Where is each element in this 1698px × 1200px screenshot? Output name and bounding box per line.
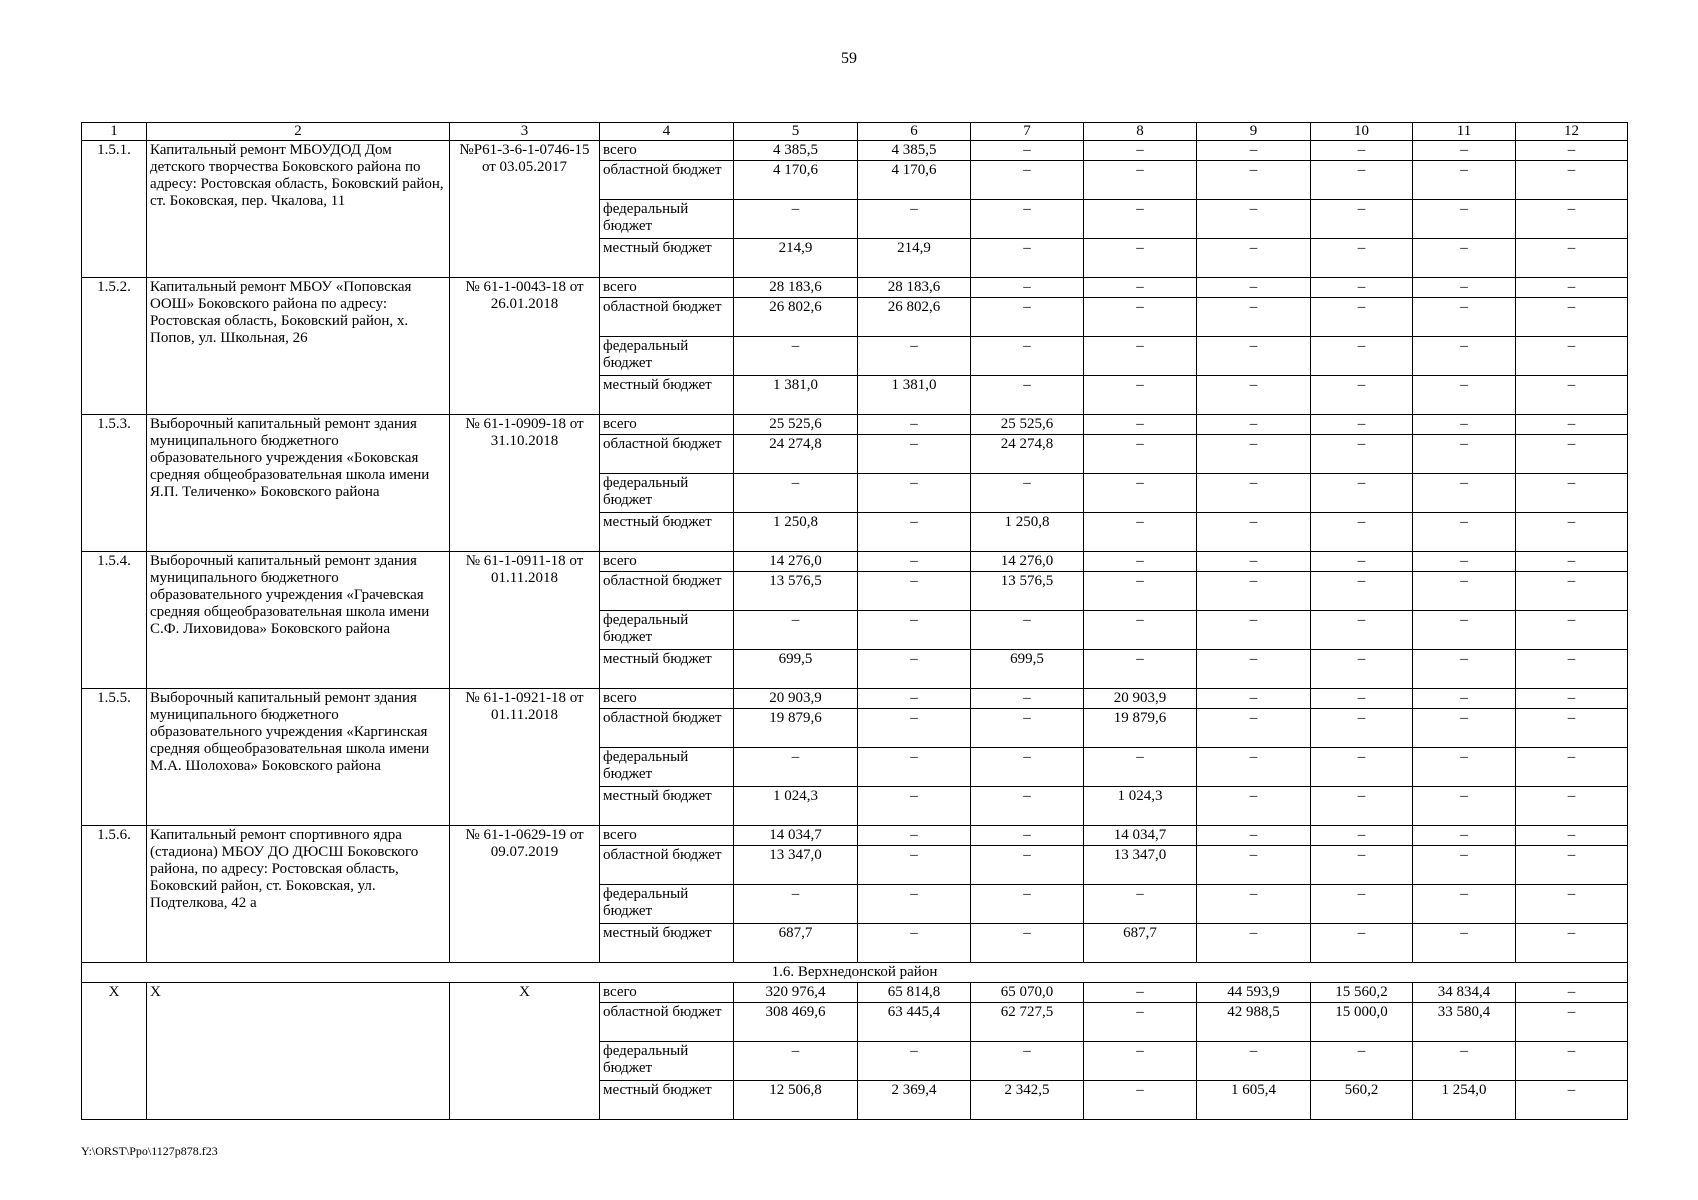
amount-cell: – (971, 885, 1084, 924)
amount-cell: – (1197, 826, 1311, 846)
amount-cell: – (1516, 1042, 1628, 1081)
item-number: 1.5.3. (82, 415, 147, 552)
amount-cell: – (1197, 161, 1311, 200)
column-header: 11 (1413, 123, 1516, 141)
item-name: Капитальный ремонт спортивного ядра (стадиона) МБОУ ДО ДЮСШ Боковского района, по адресу: Ростовская область, Боковский район, ст. Боковская, ул. Подтелкова, 42 а (147, 826, 450, 963)
amount-cell: 42 988,5 (1197, 1003, 1311, 1042)
amount-cell: – (971, 161, 1084, 200)
amount-cell: – (971, 298, 1084, 337)
amount-cell: – (1311, 161, 1413, 200)
amount-cell: – (1413, 239, 1516, 278)
amount-cell: 1 024,3 (1084, 787, 1197, 826)
funding-source: всего (600, 983, 734, 1003)
amount-cell: – (1084, 298, 1197, 337)
funding-source: федеральный бюджет (600, 748, 734, 787)
amount-cell: – (1413, 200, 1516, 239)
amount-cell: – (1084, 141, 1197, 161)
funding-source: областной бюджет (600, 1003, 734, 1042)
amount-cell: – (1516, 709, 1628, 748)
amount-cell: – (1311, 298, 1413, 337)
funding-source: областной бюджет (600, 709, 734, 748)
amount-cell: – (1516, 983, 1628, 1003)
amount-cell: – (1516, 200, 1628, 239)
column-header: 8 (1084, 123, 1197, 141)
table-row (82, 141, 1628, 161)
amount-cell: 214,9 (734, 239, 858, 278)
amount-cell: 1 381,0 (858, 376, 971, 415)
amount-cell: 4 170,6 (858, 161, 971, 200)
amount-cell: – (1516, 748, 1628, 787)
document-number: № 61-1-0043-18 от 26.01.2018 (450, 278, 600, 415)
amount-cell: 28 183,6 (858, 278, 971, 298)
amount-cell: – (1084, 983, 1197, 1003)
amount-cell: – (858, 1042, 971, 1081)
amount-cell: – (1516, 885, 1628, 924)
amount-cell: – (1413, 846, 1516, 885)
amount-cell: – (1413, 924, 1516, 963)
amount-cell: – (1413, 298, 1516, 337)
amount-cell: – (1516, 1003, 1628, 1042)
amount-cell: – (734, 748, 858, 787)
amount-cell: – (1311, 885, 1413, 924)
amount-cell: – (734, 885, 858, 924)
amount-cell: 25 525,6 (971, 415, 1084, 435)
amount-cell: – (1197, 376, 1311, 415)
amount-cell: 19 879,6 (1084, 709, 1197, 748)
amount-cell: – (1084, 474, 1197, 513)
funding-source: областной бюджет (600, 298, 734, 337)
amount-cell: 214,9 (858, 239, 971, 278)
funding-source: областной бюджет (600, 435, 734, 474)
amount-cell: – (1413, 611, 1516, 650)
amount-cell: – (1516, 474, 1628, 513)
amount-cell: – (1516, 572, 1628, 611)
budget-table (81, 122, 1628, 1120)
amount-cell: – (1197, 298, 1311, 337)
amount-cell: – (1084, 239, 1197, 278)
column-header: 9 (1197, 123, 1311, 141)
amount-cell: – (1197, 474, 1311, 513)
amount-cell: – (971, 376, 1084, 415)
amount-cell: – (858, 650, 971, 689)
amount-cell: – (1311, 513, 1413, 552)
amount-cell: 1 605,4 (1197, 1081, 1311, 1120)
funding-source: федеральный бюджет (600, 200, 734, 239)
column-header: 10 (1311, 123, 1413, 141)
amount-cell: – (858, 709, 971, 748)
amount-cell: – (1311, 1042, 1413, 1081)
amount-cell: – (1197, 787, 1311, 826)
amount-cell: – (858, 689, 971, 709)
amount-cell: – (1413, 337, 1516, 376)
amount-cell: 24 274,8 (734, 435, 858, 474)
amount-cell: – (1413, 435, 1516, 474)
amount-cell: – (1084, 1042, 1197, 1081)
table-row (82, 689, 1628, 709)
amount-cell: – (1413, 572, 1516, 611)
amount-cell: – (858, 846, 971, 885)
amount-cell: – (1516, 376, 1628, 415)
column-header: 4 (600, 123, 734, 141)
amount-cell: – (1197, 748, 1311, 787)
amount-cell: 26 802,6 (734, 298, 858, 337)
document-number: № 61-1-0629-19 от 09.07.2019 (450, 826, 600, 963)
amount-cell: – (1197, 435, 1311, 474)
amount-cell: 13 347,0 (734, 846, 858, 885)
amount-cell: – (1413, 278, 1516, 298)
amount-cell: – (734, 337, 858, 376)
funding-source: федеральный бюджет (600, 885, 734, 924)
amount-cell: – (1084, 1003, 1197, 1042)
amount-cell: 20 903,9 (734, 689, 858, 709)
amount-cell: – (858, 337, 971, 376)
amount-cell: 24 274,8 (971, 435, 1084, 474)
funding-source: федеральный бюджет (600, 474, 734, 513)
amount-cell: – (1311, 337, 1413, 376)
amount-cell: – (1084, 611, 1197, 650)
amount-cell: 1 381,0 (734, 376, 858, 415)
amount-cell: 4 170,6 (734, 161, 858, 200)
amount-cell: – (971, 239, 1084, 278)
amount-cell: – (971, 924, 1084, 963)
amount-cell: 1 250,8 (734, 513, 858, 552)
amount-cell: – (1197, 689, 1311, 709)
column-header: 6 (858, 123, 971, 141)
amount-cell: – (734, 611, 858, 650)
amount-cell: – (1311, 846, 1413, 885)
item-number: 1.5.1. (82, 141, 147, 278)
table-row (82, 552, 1628, 572)
page-number: 59 (841, 50, 857, 67)
amount-cell: – (1084, 552, 1197, 572)
amount-cell: – (971, 278, 1084, 298)
amount-cell: – (858, 474, 971, 513)
amount-cell: – (1197, 239, 1311, 278)
amount-cell: – (858, 787, 971, 826)
document-number: X (450, 983, 600, 1120)
amount-cell: – (1197, 278, 1311, 298)
document-number: № 61-1-0909-18 от 31.10.2018 (450, 415, 600, 552)
amount-cell: – (1516, 650, 1628, 689)
amount-cell: – (971, 1042, 1084, 1081)
item-name: Выборочный капитальный ремонт здания муниципального бюджетного образовательного учреждения «Боковская средняя общеобразовательная школа имени Я.П. Теличенко» Боковского района (147, 415, 450, 552)
amount-cell: – (971, 709, 1084, 748)
funding-source: федеральный бюджет (600, 337, 734, 376)
item-name: Выборочный капитальный ремонт здания муниципального бюджетного образовательного учреждения «Грачевская средняя общеобразовательная школа имени С.Ф. Лиховидова» Боковского района (147, 552, 450, 689)
amount-cell: – (858, 513, 971, 552)
amount-cell: 19 879,6 (734, 709, 858, 748)
amount-cell: – (1197, 709, 1311, 748)
section-title: 1.6. Верхнедонской район (82, 963, 1628, 983)
amount-cell: – (971, 337, 1084, 376)
amount-cell: – (1084, 572, 1197, 611)
amount-cell: – (858, 924, 971, 963)
amount-cell: 14 034,7 (734, 826, 858, 846)
amount-cell: – (1084, 748, 1197, 787)
item-name: Выборочный капитальный ремонт здания муниципального бюджетного образовательного учреждения «Каргинская средняя общеобразовательная школа имени М.А. Шолохова» Боковского района (147, 689, 450, 826)
amount-cell: – (858, 611, 971, 650)
item-name: Капитальный ремонт МБОУ «Поповская ООШ» Боковского района по адресу: Ростовская область, Боковский район, х. Попов, ул. Школьная, 26 (147, 278, 450, 415)
amount-cell: – (971, 826, 1084, 846)
amount-cell: – (1197, 337, 1311, 376)
amount-cell: – (734, 474, 858, 513)
funding-source: местный бюджет (600, 1081, 734, 1120)
funding-source: всего (600, 415, 734, 435)
amount-cell: 25 525,6 (734, 415, 858, 435)
amount-cell: – (1516, 826, 1628, 846)
amount-cell: – (1311, 787, 1413, 826)
amount-cell: – (1311, 650, 1413, 689)
amount-cell: – (1084, 337, 1197, 376)
column-header: 12 (1516, 123, 1628, 141)
amount-cell: – (1516, 435, 1628, 474)
amount-cell: 34 834,4 (1413, 983, 1516, 1003)
amount-cell: – (1311, 376, 1413, 415)
amount-cell: – (1197, 572, 1311, 611)
amount-cell: – (971, 474, 1084, 513)
amount-cell: 699,5 (971, 650, 1084, 689)
amount-cell: – (1516, 611, 1628, 650)
amount-cell: – (1311, 552, 1413, 572)
amount-cell: 20 903,9 (1084, 689, 1197, 709)
amount-cell: – (1084, 200, 1197, 239)
amount-cell: – (1311, 611, 1413, 650)
table-row (82, 278, 1628, 298)
funding-source: областной бюджет (600, 572, 734, 611)
amount-cell: – (1413, 709, 1516, 748)
amount-cell: – (971, 748, 1084, 787)
funding-source: местный бюджет (600, 376, 734, 415)
amount-cell: – (1311, 415, 1413, 435)
amount-cell: – (971, 141, 1084, 161)
amount-cell: – (1084, 161, 1197, 200)
amount-cell: 12 506,8 (734, 1081, 858, 1120)
amount-cell: – (1311, 689, 1413, 709)
document-number: №Р61-3-6-1-0746-15 от 03.05.2017 (450, 141, 600, 278)
funding-source: местный бюджет (600, 650, 734, 689)
amount-cell: 15 000,0 (1311, 1003, 1413, 1042)
funding-source: федеральный бюджет (600, 1042, 734, 1081)
amount-cell: 1 254,0 (1413, 1081, 1516, 1120)
amount-cell: – (1197, 650, 1311, 689)
amount-cell: – (1311, 572, 1413, 611)
funding-source: местный бюджет (600, 787, 734, 826)
file-path-footer: Y:\ORST\Ppo\1127p878.f23 (81, 1144, 218, 1158)
amount-cell: – (971, 200, 1084, 239)
amount-cell: – (1197, 885, 1311, 924)
amount-cell: 4 385,5 (858, 141, 971, 161)
amount-cell: 14 034,7 (1084, 826, 1197, 846)
amount-cell: – (1413, 415, 1516, 435)
amount-cell: – (1516, 846, 1628, 885)
amount-cell: 63 445,4 (858, 1003, 971, 1042)
column-header: 5 (734, 123, 858, 141)
document-number: № 61-1-0911-18 от 01.11.2018 (450, 552, 600, 689)
column-header: 2 (147, 123, 450, 141)
amount-cell: – (1413, 689, 1516, 709)
amount-cell: 1 024,3 (734, 787, 858, 826)
amount-cell: – (1516, 161, 1628, 200)
amount-cell: – (1516, 1081, 1628, 1120)
amount-cell: – (1413, 885, 1516, 924)
amount-cell: – (734, 1042, 858, 1081)
amount-cell: – (858, 415, 971, 435)
amount-cell: – (1413, 376, 1516, 415)
amount-cell: 14 276,0 (971, 552, 1084, 572)
amount-cell: – (1413, 1042, 1516, 1081)
item-name: Капитальный ремонт МБОУДОД Дом детского творчества Боковского района по адресу: Ростовская область, Боковский район, ст. Боковская, пер. Чкалова, 11 (147, 141, 450, 278)
table-row (82, 983, 1628, 1003)
funding-source: всего (600, 141, 734, 161)
funding-source: всего (600, 552, 734, 572)
amount-cell: 308 469,6 (734, 1003, 858, 1042)
amount-cell: – (734, 200, 858, 239)
amount-cell: – (1197, 846, 1311, 885)
amount-cell: 13 576,5 (734, 572, 858, 611)
amount-cell: – (971, 611, 1084, 650)
item-number: 1.5.2. (82, 278, 147, 415)
column-number-row (82, 123, 1628, 141)
amount-cell: – (1197, 415, 1311, 435)
amount-cell: – (1084, 650, 1197, 689)
amount-cell: 28 183,6 (734, 278, 858, 298)
amount-cell: – (1084, 435, 1197, 474)
amount-cell: 33 580,4 (1413, 1003, 1516, 1042)
funding-source: всего (600, 278, 734, 298)
amount-cell: 13 347,0 (1084, 846, 1197, 885)
amount-cell: – (1516, 337, 1628, 376)
amount-cell: – (1516, 924, 1628, 963)
amount-cell: – (1311, 435, 1413, 474)
amount-cell: – (1197, 611, 1311, 650)
amount-cell: 687,7 (734, 924, 858, 963)
amount-cell: – (1413, 787, 1516, 826)
amount-cell: – (1311, 200, 1413, 239)
amount-cell: – (1084, 376, 1197, 415)
amount-cell: 13 576,5 (971, 572, 1084, 611)
amount-cell: – (1516, 141, 1628, 161)
amount-cell: – (1084, 278, 1197, 298)
funding-source: областной бюджет (600, 846, 734, 885)
amount-cell: – (1413, 552, 1516, 572)
amount-cell: – (971, 846, 1084, 885)
amount-cell: – (858, 572, 971, 611)
funding-source: областной бюджет (600, 161, 734, 200)
amount-cell: 14 276,0 (734, 552, 858, 572)
amount-cell: 2 342,5 (971, 1081, 1084, 1120)
amount-cell: – (1311, 709, 1413, 748)
amount-cell: – (1516, 278, 1628, 298)
table-row (82, 826, 1628, 846)
funding-source: всего (600, 689, 734, 709)
amount-cell: – (1413, 161, 1516, 200)
amount-cell: – (971, 787, 1084, 826)
amount-cell: – (1413, 474, 1516, 513)
amount-cell: 1 250,8 (971, 513, 1084, 552)
amount-cell: – (858, 826, 971, 846)
amount-cell: – (1516, 689, 1628, 709)
amount-cell: 4 385,5 (734, 141, 858, 161)
funding-source: местный бюджет (600, 239, 734, 278)
amount-cell: – (858, 748, 971, 787)
amount-cell: 320 976,4 (734, 983, 858, 1003)
amount-cell: – (858, 435, 971, 474)
amount-cell: – (858, 200, 971, 239)
amount-cell: 699,5 (734, 650, 858, 689)
amount-cell: 560,2 (1311, 1081, 1413, 1120)
item-number: X (82, 983, 147, 1120)
amount-cell: – (1516, 513, 1628, 552)
amount-cell: 687,7 (1084, 924, 1197, 963)
amount-cell: 2 369,4 (858, 1081, 971, 1120)
item-number: 1.5.4. (82, 552, 147, 689)
amount-cell: – (1084, 415, 1197, 435)
amount-cell: – (858, 552, 971, 572)
column-header: 1 (82, 123, 147, 141)
funding-source: федеральный бюджет (600, 611, 734, 650)
amount-cell: – (1516, 552, 1628, 572)
amount-cell: 65 814,8 (858, 983, 971, 1003)
column-header: 3 (450, 123, 600, 141)
amount-cell: – (1084, 885, 1197, 924)
item-number: 1.5.5. (82, 689, 147, 826)
amount-cell: – (1516, 415, 1628, 435)
column-header: 7 (971, 123, 1084, 141)
amount-cell: – (1084, 513, 1197, 552)
amount-cell: – (1413, 650, 1516, 689)
amount-cell: 65 070,0 (971, 983, 1084, 1003)
amount-cell: – (858, 885, 971, 924)
amount-cell: – (1197, 513, 1311, 552)
funding-source: местный бюджет (600, 924, 734, 963)
amount-cell: – (1413, 141, 1516, 161)
amount-cell: – (1516, 298, 1628, 337)
table-row (82, 415, 1628, 435)
amount-cell: – (1516, 239, 1628, 278)
amount-cell: – (1311, 748, 1413, 787)
amount-cell: 62 727,5 (971, 1003, 1084, 1042)
amount-cell: 26 802,6 (858, 298, 971, 337)
amount-cell: – (1197, 200, 1311, 239)
section-header-row (82, 963, 1628, 983)
amount-cell: – (971, 689, 1084, 709)
amount-cell: 44 593,9 (1197, 983, 1311, 1003)
item-name: X (147, 983, 450, 1120)
funding-source: местный бюджет (600, 513, 734, 552)
amount-cell: – (1311, 924, 1413, 963)
amount-cell: – (1413, 826, 1516, 846)
amount-cell: – (1311, 239, 1413, 278)
amount-cell: – (1413, 748, 1516, 787)
amount-cell: 15 560,2 (1311, 983, 1413, 1003)
amount-cell: – (1311, 474, 1413, 513)
amount-cell: – (1197, 1042, 1311, 1081)
amount-cell: – (1311, 141, 1413, 161)
amount-cell: – (1197, 552, 1311, 572)
amount-cell: – (1084, 1081, 1197, 1120)
amount-cell: – (1413, 513, 1516, 552)
funding-source: всего (600, 826, 734, 846)
amount-cell: – (1197, 141, 1311, 161)
amount-cell: – (1311, 278, 1413, 298)
amount-cell: – (1516, 787, 1628, 826)
document-number: № 61-1-0921-18 от 01.11.2018 (450, 689, 600, 826)
item-number: 1.5.6. (82, 826, 147, 963)
amount-cell: – (1311, 826, 1413, 846)
amount-cell: – (1197, 924, 1311, 963)
